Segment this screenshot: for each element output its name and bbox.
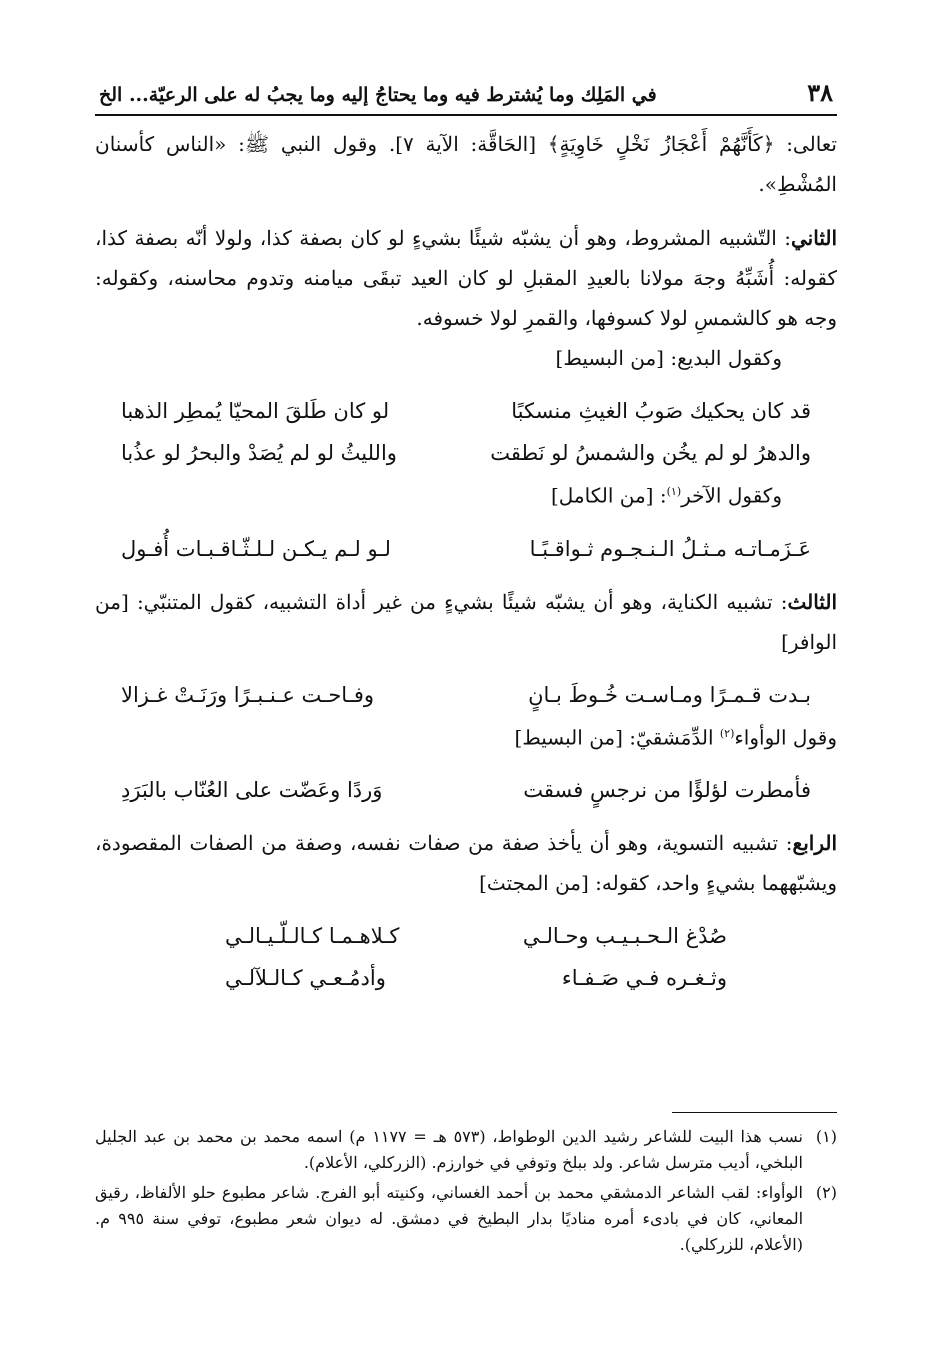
verse-line	[95, 917, 837, 955]
footnotes	[95, 1124, 837, 1262]
verse-line	[95, 434, 837, 472]
paragraph-text: : التّشبيه المشروط، وهو أن يشبّه شيئًا بشيءٍ لو كان بصفة كذا، ولولا أنّه بصفة كذا، كقوله: أُشَبِّهُ وجهَ مولانا بالعيدِ المقبلِ لو كان العيد تبقَى ميامنه وتدوم محاسنه، وكقوله: وجه هو كالشمسِ لولا كسوفها، والقمرِ لولا خسوفه.	[95, 226, 837, 330]
verse-first-hemistich: صُدْغ الـحـبـيـب وحـالـي	[522, 924, 727, 949]
verse-first-hemistich: عَـزَمـاتـه مـثـلُ الـنـجـوم ثـواقـبًـا	[529, 536, 811, 561]
footnote-ref: (١)	[666, 485, 682, 498]
page-number: ٣٨	[807, 78, 833, 107]
paragraph-quran-hadith: تعالى: ﴿كَأَنَّهُمْ أَعْجَازُ نَخْلٍ خَاوِيَةٍ﴾ [الحَاقَّة: الآية ٧]. وقول النبي ﷺ: «الناس كأسنان المُشْطِ».	[95, 132, 838, 196]
meter-label: : [من الكامل]	[550, 483, 667, 508]
page	[95, 78, 837, 997]
paragraph-third-type	[95, 582, 837, 662]
main-text	[95, 124, 837, 997]
running-title: في المَلِك وما يُشترط فيه وما يحتاجُ إليه وما يجبُ له على الرعيّة... الخ	[99, 84, 657, 106]
verse-line	[95, 771, 837, 809]
footnote-number: (٢)	[815, 1183, 837, 1202]
verse-intro-other	[95, 472, 837, 516]
section-label-second: الثاني	[790, 226, 837, 250]
section-label-third: الثالث	[787, 589, 837, 614]
verse-second-hemistich: والليثُ لو لم يُصَدْ والبحرُ لو عذُبا	[121, 441, 397, 465]
paragraph-text: : تشبيه الكناية، وهو أن يشبّه شيئًا بشيءٍ من غير أداة التشبيه، كقول المتنبّي: [من الوافر]	[95, 589, 837, 654]
running-header	[95, 78, 837, 116]
intro-text: وقول الوأواء	[734, 725, 837, 750]
verse-line	[95, 959, 837, 997]
paragraph-fourth-type	[95, 823, 837, 903]
paragraph-text: : تشبيه التسوية، وهو أن يأخذ صفة من صفات نفسه، وصفة من الصفات المقصودة، ويشبّههما بشيءٍ واحد، كقوله: [من المجتث]	[95, 831, 837, 896]
footnote-divider	[672, 1112, 837, 1113]
verse-first-hemistich: قد كان يحكيك صَوبُ الغيثِ منسكبًا	[511, 399, 811, 423]
verse-line	[95, 676, 837, 714]
verse-first-hemistich: والدهرُ لو لم يخُن والشمسُ لو نَطقت	[490, 441, 811, 465]
meter-label: الدِّمَشقيّ: [من البسيط]	[514, 725, 720, 750]
verse-second-hemistich: لو كان طَلقَ المحيّا يُمطِر الذهبا	[121, 399, 390, 423]
verse-second-hemistich: وَردًا وعَضّت على العُنّاب بالبَرَدِ	[121, 778, 383, 803]
verse-second-hemistich: لـو لـم يـكـن لـلـثّـاقـبـات أُفـول	[121, 536, 391, 561]
paragraph-second-type	[95, 218, 837, 338]
verse-intro-wawaa	[95, 714, 837, 758]
intro-text: وكقول الآخر	[681, 483, 782, 508]
verse-line	[95, 530, 837, 568]
footnote-text: نسب هذا البيت للشاعر رشيد الدين الوطواط، (٥٧٣ هـ = ١١٧٧ م) اسمه محمد بن محمد بن عبد الجليل البلخي، أديب مترسل شاعر. ولد ببلخ وتوفي في خوارزم. (الزركلي، الأعلام).	[95, 1127, 803, 1172]
section-label-fourth: الرابع	[792, 831, 837, 856]
verse-second-hemistich: كـلاهـمـا كـالـلّـيـالـي	[225, 924, 400, 949]
verse-first-hemistich: بـدت قـمـرًا ومـاسـت خُـوطَ بـانٍ	[528, 682, 811, 707]
footnote	[95, 1124, 837, 1176]
verse-first-hemistich: وثـغـره فـي صَـفـاء	[561, 966, 727, 991]
verse-intro-badi: وكقول البديع: [من البسيط]	[555, 346, 782, 370]
footnote-number: (١)	[815, 1127, 837, 1146]
footnote-text: الوأواء: لقب الشاعر الدمشقي محمد بن أحمد الغساني، وكنيته أبو الفرج. شاعر مطبوع حلو الألفاظ، رقيق المعاني، كان في بادىء أمره مناديًا بدار البطيخ في دمشق. له ديوان شعر مطبوع، توفي سنة ٩٩٥ م. (الأعلام، للزركلي).	[95, 1183, 804, 1254]
verse-first-hemistich: فأمطرت لؤلؤًا من نرجسٍ فسقت	[523, 778, 811, 803]
verse-line	[95, 392, 837, 430]
footnote-ref: (٢)	[719, 726, 735, 740]
verse-second-hemistich: وأدمُـعـي كـالـلآلـي	[225, 966, 386, 991]
footnote	[95, 1180, 837, 1258]
verse-second-hemistich: وفـاحـت عـنـبـرًا ورَنَـتْ غـزالا	[121, 682, 375, 707]
